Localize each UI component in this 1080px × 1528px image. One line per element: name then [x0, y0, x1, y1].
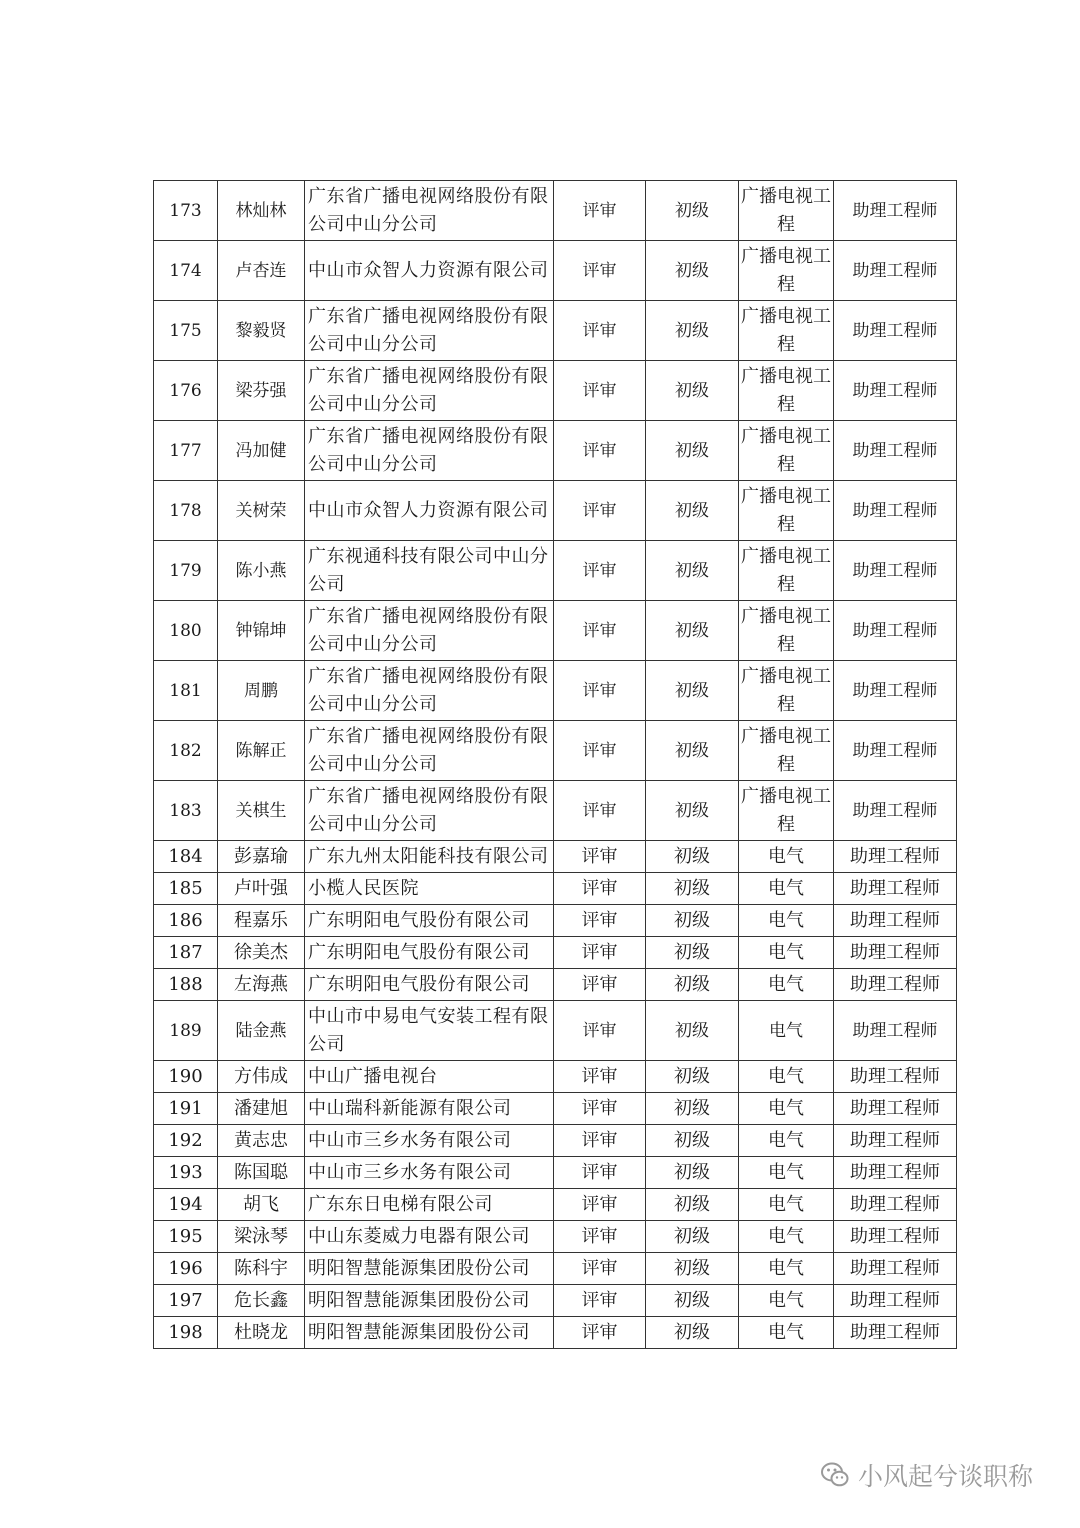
table-row [154, 361, 957, 421]
cell-specialty: 电气 [739, 841, 834, 873]
cell-specialty: 广播电视工程 [739, 361, 834, 421]
cell-title-level: 初级 [646, 661, 739, 721]
cell-title-level: 初级 [646, 601, 739, 661]
cell-specialty: 广播电视工程 [739, 421, 834, 481]
roster-body [154, 181, 957, 1349]
cell-title-level: 初级 [646, 1317, 739, 1349]
cell-row-number: 194 [154, 1189, 218, 1221]
cell-qualification-title: 助理工程师 [834, 841, 957, 873]
cell-row-number: 185 [154, 873, 218, 905]
table-row [154, 1125, 957, 1157]
cell-row-number: 196 [154, 1253, 218, 1285]
cell-review-method: 评审 [554, 937, 646, 969]
cell-row-number: 192 [154, 1125, 218, 1157]
cell-qualification-title: 助理工程师 [834, 361, 957, 421]
cell-person-name: 梁芬强 [218, 361, 305, 421]
cell-work-unit: 中山市三乡水务有限公司 [305, 1125, 554, 1157]
cell-work-unit: 广东省广播电视网络股份有限公司中山分公司 [305, 361, 554, 421]
cell-person-name: 冯加健 [218, 421, 305, 481]
cell-qualification-title: 助理工程师 [834, 969, 957, 1001]
cell-row-number: 183 [154, 781, 218, 841]
cell-qualification-title: 助理工程师 [834, 1317, 957, 1349]
cell-title-level: 初级 [646, 1125, 739, 1157]
cell-qualification-title: 助理工程师 [834, 421, 957, 481]
cell-specialty: 电气 [739, 1189, 834, 1221]
cell-specialty: 电气 [739, 969, 834, 1001]
cell-specialty: 电气 [739, 937, 834, 969]
cell-person-name: 黄志忠 [218, 1125, 305, 1157]
cell-person-name: 彭嘉瑜 [218, 841, 305, 873]
cell-work-unit: 广东省广播电视网络股份有限公司中山分公司 [305, 181, 554, 241]
cell-row-number: 188 [154, 969, 218, 1001]
cell-specialty: 广播电视工程 [739, 301, 834, 361]
cell-row-number: 197 [154, 1285, 218, 1317]
cell-review-method: 评审 [554, 905, 646, 937]
cell-title-level: 初级 [646, 361, 739, 421]
cell-person-name: 陈小燕 [218, 541, 305, 601]
cell-person-name: 潘建旭 [218, 1093, 305, 1125]
cell-review-method: 评审 [554, 1157, 646, 1189]
roster-table [153, 180, 957, 1349]
cell-row-number: 193 [154, 1157, 218, 1189]
cell-title-level: 初级 [646, 421, 739, 481]
cell-title-level: 初级 [646, 181, 739, 241]
cell-review-method: 评审 [554, 781, 646, 841]
cell-review-method: 评审 [554, 1001, 646, 1061]
cell-specialty: 广播电视工程 [739, 661, 834, 721]
cell-work-unit: 广东九州太阳能科技有限公司 [305, 841, 554, 873]
cell-title-level: 初级 [646, 873, 739, 905]
cell-review-method: 评审 [554, 481, 646, 541]
cell-qualification-title: 助理工程师 [834, 721, 957, 781]
watermark-text: 小风起兮谈职称 [858, 1462, 1034, 1491]
cell-person-name: 陈国聪 [218, 1157, 305, 1189]
cell-specialty: 电气 [739, 873, 834, 905]
cell-person-name: 左海燕 [218, 969, 305, 1001]
cell-person-name: 陈科宇 [218, 1253, 305, 1285]
cell-review-method: 评审 [554, 181, 646, 241]
table-row [154, 969, 957, 1001]
table-row [154, 937, 957, 969]
cell-review-method: 评审 [554, 361, 646, 421]
cell-work-unit: 广东省广播电视网络股份有限公司中山分公司 [305, 781, 554, 841]
table-row [154, 481, 957, 541]
cell-row-number: 191 [154, 1093, 218, 1125]
cell-title-level: 初级 [646, 1157, 739, 1189]
cell-row-number: 195 [154, 1221, 218, 1253]
cell-review-method: 评审 [554, 661, 646, 721]
cell-title-level: 初级 [646, 541, 739, 601]
cell-review-method: 评审 [554, 1285, 646, 1317]
cell-work-unit: 广东明阳电气股份有限公司 [305, 937, 554, 969]
cell-qualification-title: 助理工程师 [834, 1061, 957, 1093]
cell-work-unit: 广东东日电梯有限公司 [305, 1189, 554, 1221]
cell-specialty: 广播电视工程 [739, 601, 834, 661]
cell-row-number: 179 [154, 541, 218, 601]
cell-work-unit: 中山广播电视台 [305, 1061, 554, 1093]
cell-work-unit: 明阳智慧能源集团股份公司 [305, 1285, 554, 1317]
cell-specialty: 电气 [739, 1285, 834, 1317]
cell-title-level: 初级 [646, 1285, 739, 1317]
cell-specialty: 广播电视工程 [739, 181, 834, 241]
table-row [154, 721, 957, 781]
table-row [154, 1093, 957, 1125]
cell-review-method: 评审 [554, 601, 646, 661]
table-row [154, 1285, 957, 1317]
cell-review-method: 评审 [554, 1317, 646, 1349]
cell-qualification-title: 助理工程师 [834, 1001, 957, 1061]
watermark [820, 1455, 1033, 1495]
table-row [154, 781, 957, 841]
cell-title-level: 初级 [646, 905, 739, 937]
cell-row-number: 177 [154, 421, 218, 481]
cell-person-name: 陈解正 [218, 721, 305, 781]
cell-work-unit: 中山市众智人力资源有限公司 [305, 241, 554, 301]
table-row [154, 1189, 957, 1221]
cell-title-level: 初级 [646, 1093, 739, 1125]
cell-review-method: 评审 [554, 1221, 646, 1253]
cell-work-unit: 广东省广播电视网络股份有限公司中山分公司 [305, 601, 554, 661]
cell-work-unit: 小榄人民医院 [305, 873, 554, 905]
cell-qualification-title: 助理工程师 [834, 1125, 957, 1157]
cell-qualification-title: 助理工程师 [834, 1157, 957, 1189]
table-row [154, 1061, 957, 1093]
cell-person-name: 卢叶强 [218, 873, 305, 905]
cell-person-name: 程嘉乐 [218, 905, 305, 937]
cell-qualification-title: 助理工程师 [834, 1189, 957, 1221]
cell-review-method: 评审 [554, 841, 646, 873]
cell-qualification-title: 助理工程师 [834, 1285, 957, 1317]
cell-work-unit: 明阳智慧能源集团股份公司 [305, 1253, 554, 1285]
cell-specialty: 电气 [739, 1061, 834, 1093]
cell-work-unit: 广东明阳电气股份有限公司 [305, 905, 554, 937]
cell-person-name: 陆金燕 [218, 1001, 305, 1061]
cell-qualification-title: 助理工程师 [834, 241, 957, 301]
cell-row-number: 184 [154, 841, 218, 873]
table-row [154, 601, 957, 661]
cell-work-unit: 广东省广播电视网络股份有限公司中山分公司 [305, 721, 554, 781]
cell-qualification-title: 助理工程师 [834, 481, 957, 541]
cell-qualification-title: 助理工程师 [834, 181, 957, 241]
cell-specialty: 电气 [739, 1125, 834, 1157]
table-row [154, 1157, 957, 1189]
cell-person-name: 方伟成 [218, 1061, 305, 1093]
cell-review-method: 评审 [554, 1125, 646, 1157]
table-row [154, 301, 957, 361]
cell-specialty: 广播电视工程 [739, 481, 834, 541]
cell-title-level: 初级 [646, 1221, 739, 1253]
cell-person-name: 杜晓龙 [218, 1317, 305, 1349]
cell-person-name: 林灿林 [218, 181, 305, 241]
cell-row-number: 174 [154, 241, 218, 301]
cell-row-number: 187 [154, 937, 218, 969]
cell-work-unit: 广东明阳电气股份有限公司 [305, 969, 554, 1001]
table-row [154, 181, 957, 241]
cell-specialty: 电气 [739, 905, 834, 937]
table-row [154, 1221, 957, 1253]
cell-person-name: 危长鑫 [218, 1285, 305, 1317]
cell-review-method: 评审 [554, 873, 646, 905]
cell-work-unit: 广东视通科技有限公司中山分公司 [305, 541, 554, 601]
cell-review-method: 评审 [554, 1189, 646, 1221]
cell-qualification-title: 助理工程师 [834, 541, 957, 601]
table-row [154, 661, 957, 721]
cell-review-method: 评审 [554, 421, 646, 481]
cell-qualification-title: 助理工程师 [834, 301, 957, 361]
cell-specialty: 广播电视工程 [739, 241, 834, 301]
cell-row-number: 178 [154, 481, 218, 541]
cell-work-unit: 广东省广播电视网络股份有限公司中山分公司 [305, 301, 554, 361]
cell-row-number: 173 [154, 181, 218, 241]
cell-title-level: 初级 [646, 1001, 739, 1061]
cell-review-method: 评审 [554, 301, 646, 361]
cell-review-method: 评审 [554, 241, 646, 301]
cell-qualification-title: 助理工程师 [834, 905, 957, 937]
table-row [154, 421, 957, 481]
cell-row-number: 175 [154, 301, 218, 361]
cell-qualification-title: 助理工程师 [834, 873, 957, 905]
cell-review-method: 评审 [554, 969, 646, 1001]
cell-row-number: 186 [154, 905, 218, 937]
cell-qualification-title: 助理工程师 [834, 781, 957, 841]
cell-title-level: 初级 [646, 241, 739, 301]
cell-title-level: 初级 [646, 721, 739, 781]
wechat-icon [820, 1460, 850, 1490]
cell-person-name: 胡飞 [218, 1189, 305, 1221]
cell-specialty: 电气 [739, 1001, 834, 1061]
cell-person-name: 徐美杰 [218, 937, 305, 969]
cell-row-number: 176 [154, 361, 218, 421]
cell-row-number: 180 [154, 601, 218, 661]
cell-row-number: 182 [154, 721, 218, 781]
cell-title-level: 初级 [646, 969, 739, 1001]
cell-work-unit: 广东省广播电视网络股份有限公司中山分公司 [305, 421, 554, 481]
cell-title-level: 初级 [646, 1189, 739, 1221]
cell-specialty: 电气 [739, 1093, 834, 1125]
cell-person-name: 周鹏 [218, 661, 305, 721]
table-row [154, 1317, 957, 1349]
table-row [154, 905, 957, 937]
cell-row-number: 189 [154, 1001, 218, 1061]
cell-specialty: 广播电视工程 [739, 541, 834, 601]
cell-work-unit: 中山市三乡水务有限公司 [305, 1157, 554, 1189]
table-row [154, 1253, 957, 1285]
table-row [154, 841, 957, 873]
cell-qualification-title: 助理工程师 [834, 661, 957, 721]
cell-title-level: 初级 [646, 481, 739, 541]
cell-title-level: 初级 [646, 937, 739, 969]
cell-person-name: 关棋生 [218, 781, 305, 841]
cell-specialty: 电气 [739, 1157, 834, 1189]
cell-specialty: 电气 [739, 1221, 834, 1253]
cell-qualification-title: 助理工程师 [834, 1093, 957, 1125]
cell-title-level: 初级 [646, 841, 739, 873]
cell-person-name: 卢杏连 [218, 241, 305, 301]
cell-specialty: 广播电视工程 [739, 721, 834, 781]
cell-specialty: 电气 [739, 1253, 834, 1285]
cell-work-unit: 广东省广播电视网络股份有限公司中山分公司 [305, 661, 554, 721]
cell-review-method: 评审 [554, 1061, 646, 1093]
cell-work-unit: 明阳智慧能源集团股份公司 [305, 1317, 554, 1349]
cell-title-level: 初级 [646, 781, 739, 841]
table-row [154, 873, 957, 905]
cell-specialty: 电气 [739, 1317, 834, 1349]
cell-qualification-title: 助理工程师 [834, 1221, 957, 1253]
cell-person-name: 黎毅贤 [218, 301, 305, 361]
cell-person-name: 梁泳琴 [218, 1221, 305, 1253]
cell-row-number: 190 [154, 1061, 218, 1093]
cell-person-name: 关树荣 [218, 481, 305, 541]
cell-work-unit: 中山东菱威力电器有限公司 [305, 1221, 554, 1253]
cell-row-number: 198 [154, 1317, 218, 1349]
cell-review-method: 评审 [554, 721, 646, 781]
cell-specialty: 广播电视工程 [739, 781, 834, 841]
cell-review-method: 评审 [554, 541, 646, 601]
cell-title-level: 初级 [646, 1253, 739, 1285]
cell-qualification-title: 助理工程师 [834, 1253, 957, 1285]
cell-qualification-title: 助理工程师 [834, 601, 957, 661]
table-row [154, 1001, 957, 1061]
cell-title-level: 初级 [646, 301, 739, 361]
table-row [154, 241, 957, 301]
cell-work-unit: 中山瑞科新能源有限公司 [305, 1093, 554, 1125]
cell-row-number: 181 [154, 661, 218, 721]
table-row [154, 541, 957, 601]
cell-title-level: 初级 [646, 1061, 739, 1093]
cell-review-method: 评审 [554, 1093, 646, 1125]
cell-work-unit: 中山市中易电气安装工程有限公司 [305, 1001, 554, 1061]
cell-qualification-title: 助理工程师 [834, 937, 957, 969]
cell-review-method: 评审 [554, 1253, 646, 1285]
cell-person-name: 钟锦坤 [218, 601, 305, 661]
cell-work-unit: 中山市众智人力资源有限公司 [305, 481, 554, 541]
